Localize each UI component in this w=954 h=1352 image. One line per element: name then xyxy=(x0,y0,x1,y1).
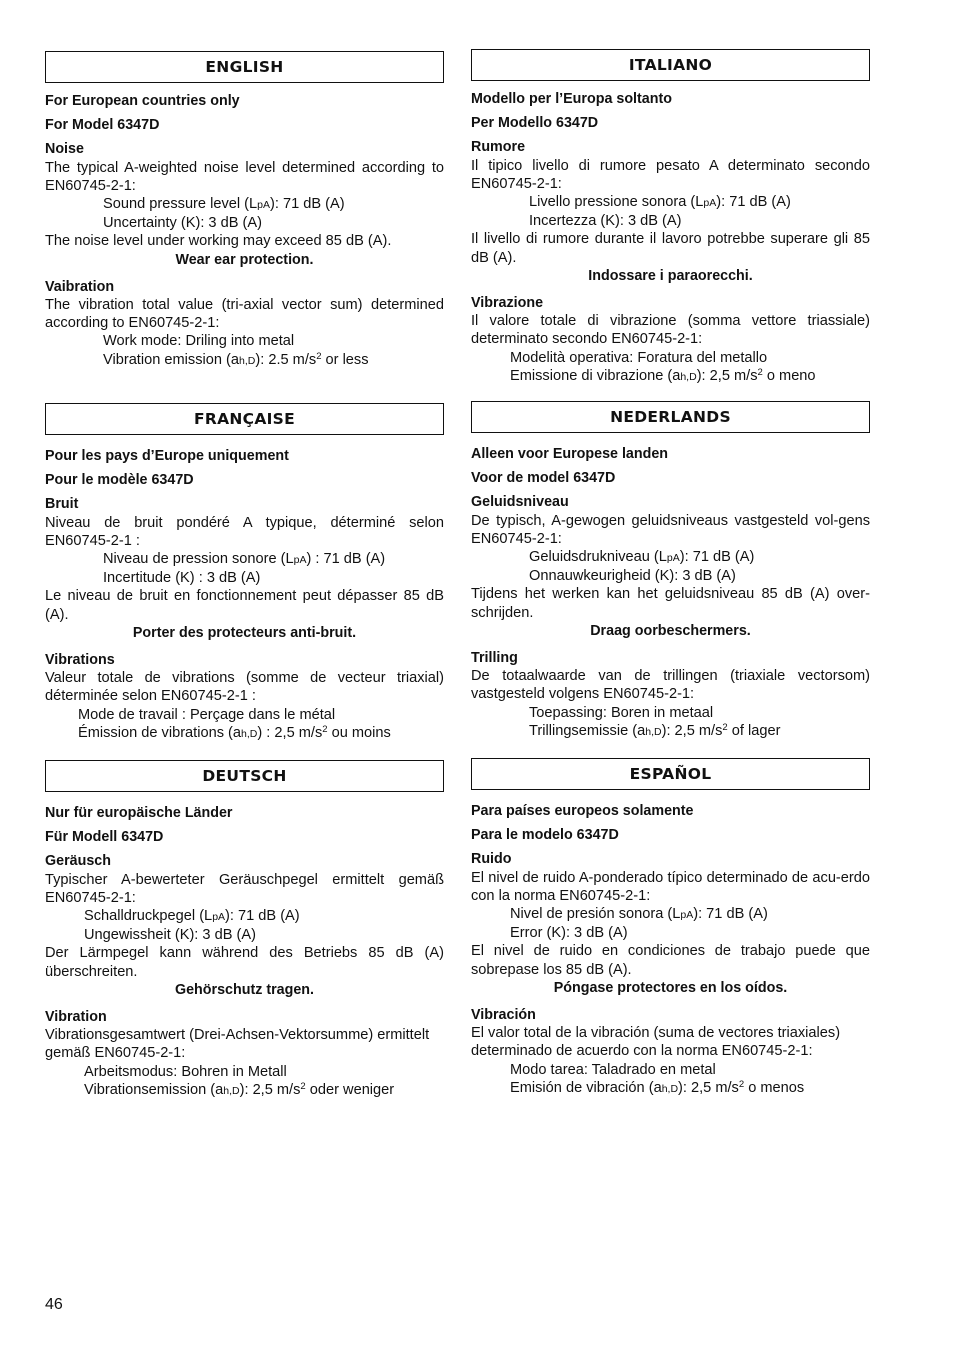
section-body xyxy=(45,92,444,370)
vibration-emission-line: Emisión de vibración (ah,D): 2,5 $m/s^2$ o menos xyxy=(510,1078,805,1096)
ear-protection: Draag oorbeschermers. xyxy=(590,622,751,639)
vibration-text: Vibrationsgesamtwert (Drei-Achsen-Vektorsumme) ermittelt gemäß EN60745-2-1: xyxy=(45,1027,430,1062)
exceed-line: Der Lärmpegel kann während des Betriebs 85 dB (A) überschreiten. xyxy=(45,945,444,980)
noise-heading: Bruit xyxy=(45,496,79,513)
noise-heading: Geluidsniveau xyxy=(471,494,569,511)
ear-protection: Porter des protecteurs anti-bruit. xyxy=(132,624,357,641)
section-english xyxy=(45,51,444,370)
exceed-line: Il livello di rumore durante il lavoro potrebbe superare gli 85 dB (A). xyxy=(471,231,870,266)
section-header: FRANÇAISE xyxy=(45,403,444,435)
section-nederlands xyxy=(471,401,870,741)
exceed-line: Tijdens het werken kan het geluidsniveau 85 dB (A) over-schrijden. xyxy=(471,586,870,621)
work-mode-line: Modo tarea: Taladrado en metal xyxy=(510,1061,716,1078)
sound-pressure-line: Livello pressione sonora (LpA): 71 dB (A) xyxy=(529,194,791,211)
section-body xyxy=(471,90,870,386)
vibration-heading: Vibración xyxy=(471,1007,536,1024)
section-espanol xyxy=(471,758,870,1098)
sound-pressure-line: Schalldruckpegel (LpA): 71 dB (A) xyxy=(84,908,300,925)
section-body xyxy=(45,804,444,1100)
section-header: DEUTSCH xyxy=(45,760,444,792)
vibration-emission-line: Émission de vibrations (ah,D) : 2,5 $m/s^2$ ou moins xyxy=(78,723,391,741)
vibration-heading: Vibration xyxy=(45,1009,107,1026)
sound-pressure-line: Sound pressure level (LpA): 71 dB (A) xyxy=(103,196,345,213)
ear-protection: Indossare i paraorecchi. xyxy=(588,267,753,284)
vibration-text: El valor total de la vibración (suma de vectores triaxiales) determinado de acuerdo con la norma EN60745-2-1: xyxy=(471,1025,841,1060)
vibration-emission-line: Emissione di vibrazione (ah,D): 2,5 $m/s^2$ o meno xyxy=(510,366,816,384)
region-line: Modello per l’Europa soltanto xyxy=(471,91,672,107)
work-mode-line: Modelità operativa: Foratura del metallo xyxy=(510,349,768,366)
vibration-heading: Trilling xyxy=(471,650,518,667)
noise-heading: Geräusch xyxy=(45,853,111,870)
section-body xyxy=(45,447,444,743)
noise-text: El nivel de ruido A-ponderado típico determinado de acu-erdo con la norma EN60745-2-1: xyxy=(471,869,870,904)
noise-text: Niveau de bruit pondéré A typique, déterminé selon EN60745-2-1 : xyxy=(45,514,444,549)
vibration-heading: Vaibration xyxy=(45,278,115,295)
uncertainty-line: Ungewissheit (K): 3 dB (A) xyxy=(84,927,256,944)
sound-pressure-line: Nivel de presión sonora (LpA): 71 dB (A) xyxy=(510,906,768,923)
section-francaise xyxy=(45,403,444,743)
uncertainty-line: Incertezza (K): 3 dB (A) xyxy=(529,213,682,230)
model-line: Per Modello 6347D xyxy=(471,115,599,132)
vibration-text: Valeur totale de vibrations (somme de vecteur triaxial) déterminée selon EN60745-2-1 : xyxy=(45,670,444,705)
sound-pressure-line: Geluidsdrukniveau (LpA): 71 dB (A) xyxy=(529,549,755,566)
ear-protection: Póngase protectores en los oídos. xyxy=(553,979,788,996)
vibration-text: The vibration total value (tri-axial vector sum) determined according to EN60745-2-1: xyxy=(45,297,444,332)
section-header: ESPAÑOL xyxy=(471,758,870,790)
work-mode-line: Arbeitsmodus: Bohren in Metall xyxy=(84,1063,287,1080)
vibration-text: Il valore totale di vibrazione (somma vettore triassiale) determinato secondo EN60745-2-1: xyxy=(471,313,870,348)
section-body xyxy=(471,445,870,741)
work-mode-line: Toepassing: Boren in metaal xyxy=(529,704,714,721)
section-header: NEDERLANDS xyxy=(471,401,870,433)
uncertainty-line: Incertitude (K) : 3 dB (A) xyxy=(103,570,261,587)
noise-text: De typisch, A-gewogen geluidsniveaus vastgesteld vol-gens EN60745-2-1: xyxy=(471,512,870,547)
model-line: Para le modelo 6347D xyxy=(471,827,619,844)
region-line: Para países europeos solamente xyxy=(471,803,694,819)
vibration-heading: Vibrations xyxy=(45,652,115,669)
model-line: Pour le modèle 6347D xyxy=(45,472,194,489)
vibration-emission-line: Vibration emission (ah,D): 2.5 $m/s^2$ or less xyxy=(103,350,369,368)
section-header: ENGLISH xyxy=(45,51,444,83)
region-line: Pour les pays d’Europe uniquement xyxy=(45,448,289,464)
noise-text: Typischer A-bewerteter Geräuschpegel ermittelt gemäß EN60745-2-1: xyxy=(45,871,444,906)
work-mode-line: Mode de travail : Perçage dans le métal xyxy=(78,706,336,723)
region-line: Nur für europäische Länder xyxy=(45,805,233,821)
page-number: 46 xyxy=(45,1296,63,1313)
vibration-text: De totaalwaarde van de trillingen (triaxiale vectorsom) vastgesteld volgens EN60745-2-1: xyxy=(471,668,870,703)
noise-heading: Rumore xyxy=(471,139,526,156)
noise-heading: Noise xyxy=(45,141,84,158)
region-line: Alleen voor Europese landen xyxy=(471,446,669,462)
noise-text: Il tipico livello di rumore pesato A determinato secondo EN60745-2-1: xyxy=(471,157,870,192)
noise-heading: Ruido xyxy=(471,851,512,868)
section-deutsch xyxy=(45,760,444,1100)
section-header: ITALIANO xyxy=(471,49,870,81)
work-mode-line: Work mode: Driling into metal xyxy=(103,333,295,350)
model-line: Voor de model 6347D xyxy=(471,470,616,487)
vibration-emission-line: Trillingsemissie (ah,D): 2,5 $m/s^2$ of lager xyxy=(529,721,781,739)
section-italiano xyxy=(471,49,870,386)
uncertainty-line: Error (K): 3 dB (A) xyxy=(510,925,628,942)
section-body xyxy=(471,802,870,1098)
ear-protection: Gehörschutz tragen. xyxy=(174,981,315,998)
exceed-line: The noise level under working may exceed 85 dB (A). xyxy=(45,233,392,250)
vibration-heading: Vibrazione xyxy=(471,295,544,312)
uncertainty-line: Uncertainty (K): 3 dB (A) xyxy=(103,215,262,232)
region-line: For European countries only xyxy=(45,93,240,109)
exceed-line: El nivel de ruido en condiciones de trabajo puede que sobrepase los 85 dB (A). xyxy=(471,943,870,978)
uncertainty-line: Onnauwkeurigheid (K): 3 dB (A) xyxy=(529,568,736,585)
noise-text: The typical A-weighted noise level determined according to EN60745-2-1: xyxy=(45,159,444,194)
sound-pressure-line: Niveau de pression sonore (LpA) : 71 dB (A) xyxy=(103,551,386,568)
ear-protection: Wear ear protection. xyxy=(175,251,314,268)
vibration-emission-line: Vibrationsemission (ah,D): 2,5 $m/s^2$ oder weniger xyxy=(84,1080,395,1098)
model-line: Für Modell 6347D xyxy=(45,829,164,846)
model-line: For Model 6347D xyxy=(45,117,160,134)
exceed-line: Le niveau de bruit en fonctionnement peut dépasser 85 dB (A). xyxy=(45,588,444,623)
